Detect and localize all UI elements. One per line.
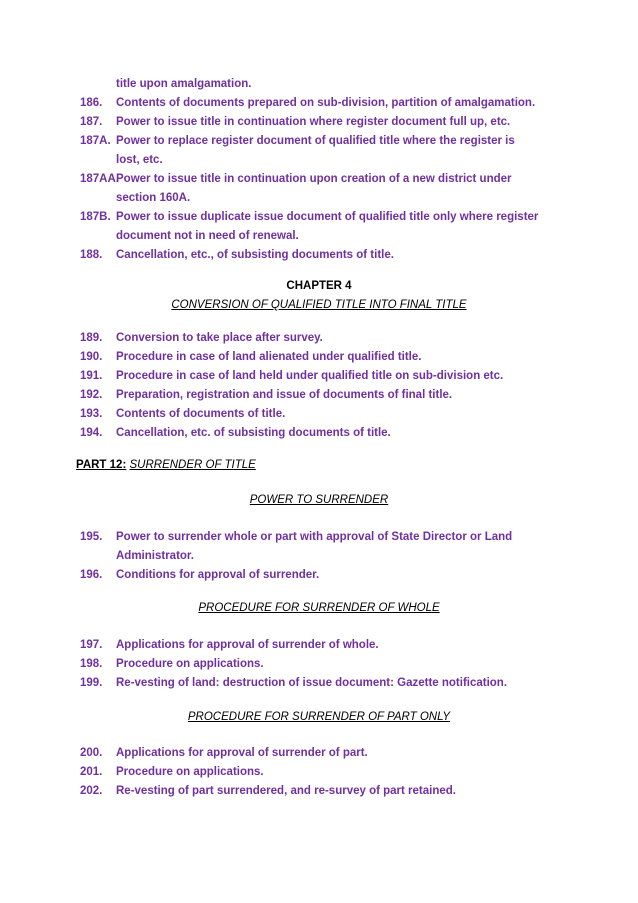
part-label: PART 12: <box>76 459 127 471</box>
section-heading: POWER TO SURRENDER <box>249 494 389 506</box>
chapter-title: CONVERSION OF QUALIFIED TITLE INTO FINAL TITLE <box>171 299 467 311</box>
chapter-label: CHAPTER 4 <box>286 280 352 292</box>
part-title: SURRENDER OF TITLE <box>129 459 256 471</box>
section-heading: PROCEDURE FOR SURRENDER OF PART ONLY <box>187 711 451 723</box>
section-heading: PROCEDURE FOR SURRENDER OF WHOLE <box>198 602 440 614</box>
part-heading <box>76 456 256 475</box>
